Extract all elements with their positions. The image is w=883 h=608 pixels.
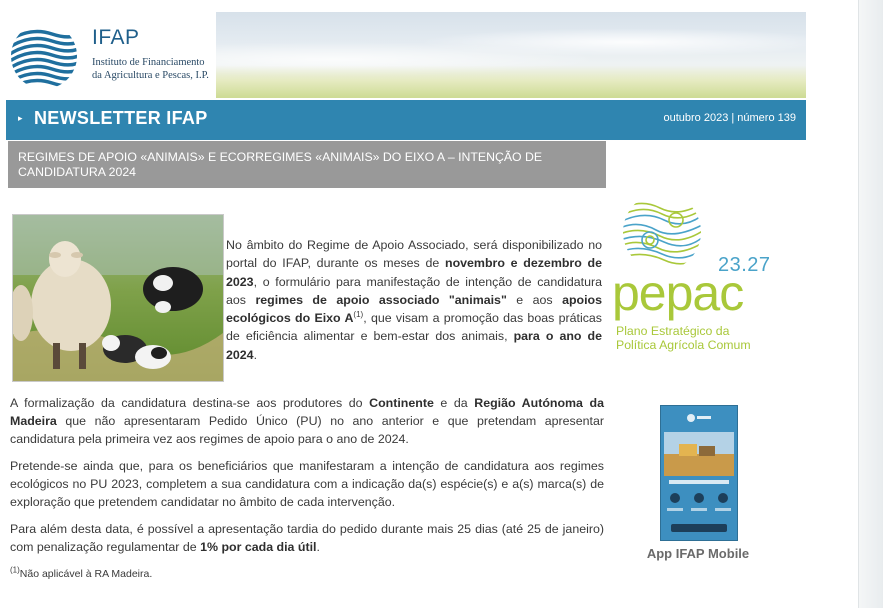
pepac-version: 23.27: [718, 254, 771, 276]
ifap-logo[interactable]: [8, 18, 218, 98]
para1-bold-madeira: Região Autónoma da Madeira: [10, 396, 604, 428]
logo-subtitle-line1: Instituto de Financiamento: [92, 57, 205, 68]
mobile-app-icon: [661, 406, 737, 540]
footnote-text: Não aplicável à RA Madeira.: [19, 568, 153, 580]
app-label[interactable]: App IFAP Mobile: [646, 546, 750, 561]
intro-text-2: , o formulário para manifestação de intenção de candidatura aos: [226, 274, 602, 307]
intro-text-3: e aos: [506, 292, 563, 307]
pepac-wordmark: pepac: [612, 265, 744, 321]
paragraph-beneficiarios: [10, 457, 604, 511]
para2-text: Pretende-se ainda que, para os beneficiários que manifestaram a intenção de candidatura aos regimes ecológicos no PU 2023, completem a sua candidatura com a indicação da(s) espécie(s) e a(s) marca(s) de exploração que pretendem candidatar no âmbito de cada intervenção.: [10, 459, 604, 509]
para1-text-2: e da: [433, 396, 475, 410]
page-edge: [858, 0, 883, 608]
pepac-subtitle: [616, 324, 751, 352]
para3-text-1: Para além desta data, é possível a apresentação tardia do pedido durante mais 25 dias (até 25 de janeiro) com penalização regulamentar de: [10, 522, 604, 554]
pepac-logo[interactable]: [612, 188, 782, 368]
logo-subtitle: [92, 56, 209, 82]
sheep-cow-photo-icon: [13, 215, 223, 381]
paragraph-formalizacao: [10, 394, 604, 448]
app-screenshot[interactable]: [660, 405, 738, 541]
pepac-subtitle-line1: Plano Estratégico da: [616, 324, 730, 338]
para3-bold-penalizacao: 1% por cada dia útil: [200, 540, 317, 554]
newsletter-issue: outubro 2023 | número 139: [663, 112, 796, 124]
footnote-marker: (1): [10, 565, 20, 575]
pepac-subtitle-line2: Política Agrícola Comum: [616, 338, 751, 352]
newsletter-bar: [6, 100, 806, 140]
newsletter-title: NEWSLETTER IFAP: [34, 108, 208, 128]
intro-text-5: .: [253, 347, 258, 362]
para1-bold-continente: Continente: [369, 396, 434, 410]
paragraph-apresentacao-tardia: [10, 520, 604, 556]
para3-text-2: .: [316, 540, 320, 554]
pepac-contour-icon: [620, 190, 704, 274]
para1-text-3: que não apresentaram Pedido Único (PU) no ano anterior e que pretendam apresentar candidatura pela primeira vez aos regimes de apoio para o ano de 2024.: [10, 414, 604, 446]
intro-footnote-ref: (1): [353, 310, 364, 320]
para1-text-1: A formalização da candidatura destina-se aos produtores do: [10, 396, 370, 410]
section-header: [8, 141, 606, 188]
intro-bold-year: para o ano de 2024: [226, 329, 602, 362]
section-title: REGIMES DE APOIO «ANIMAIS» E ECORREGIMES «ANIMAIS» DO EIXO A – INTENÇÃO DE CANDIDATURA 2024: [18, 150, 543, 179]
intro-bold-dates: novembro e dezembro de 2023: [226, 256, 602, 289]
ifap-logo-icon: [8, 20, 80, 92]
logo-name: IFAP: [92, 26, 140, 49]
animals-photo: [12, 214, 224, 382]
arrow-right-icon: ▸: [18, 114, 23, 124]
intro-bold-regimes: regimes de apoio associado "animais": [255, 292, 507, 307]
intro-text-4: , que visam a promoção das boas práticas de eficiência alimentar e bem-estar dos animais,: [226, 311, 602, 344]
footnote: [10, 565, 153, 580]
intro-text-1: No âmbito do Regime de Apoio Associado, será disponibilizado no portal do IFAP, durante os meses de: [226, 238, 602, 271]
logo-subtitle-line2: da Agricultura e Pescas, I.P.: [92, 70, 209, 81]
header-banner-image: [216, 12, 806, 98]
intro-paragraph: [226, 236, 602, 364]
intro-bold-apoios: apoios ecológicos do Eixo A: [226, 292, 603, 326]
